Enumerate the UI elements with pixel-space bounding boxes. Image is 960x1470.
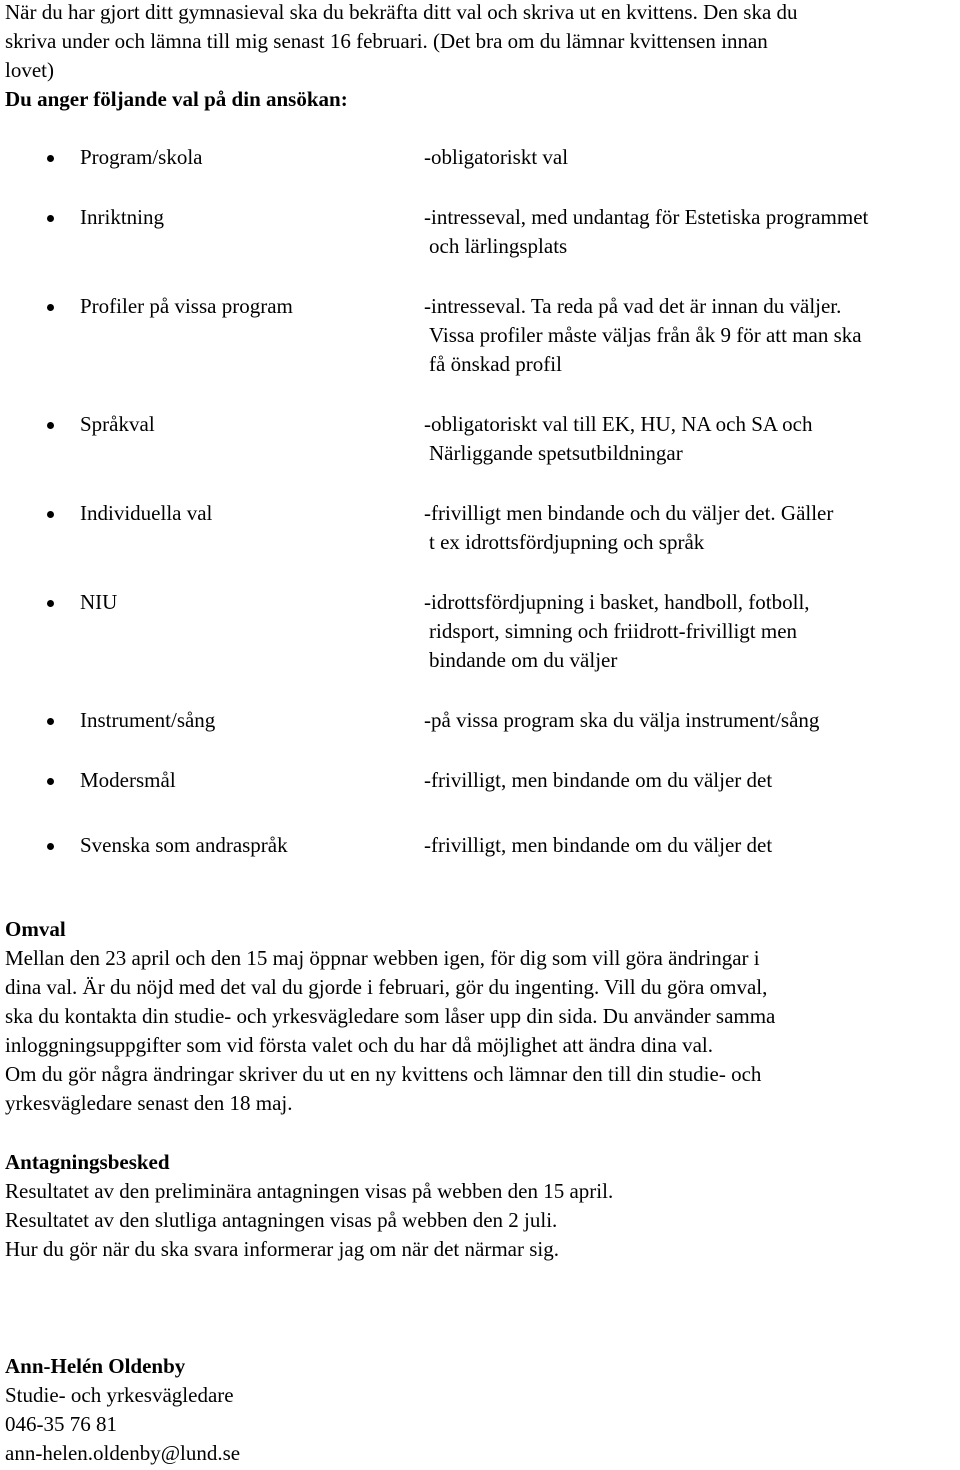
option-label: NIU [80, 590, 118, 614]
list-item [5, 588, 960, 675]
bullet-icon [47, 600, 54, 607]
bullet-icon [47, 304, 54, 311]
option-description: -intresseval. Ta reda på vad det är innan du väljer. Vissa profiler måste väljas från åk 9 för att man ska få önskad profil [424, 294, 862, 376]
omval-line: yrkesvägledare senast den 18 maj. [5, 1091, 293, 1115]
intro-line: När du har gjort ditt gymnasieval ska du bekräfta ditt val och skriva ut en kvittens. Den ska du [5, 0, 798, 24]
antagning-heading: Antagningsbesked [5, 1150, 170, 1174]
omval-line: Om du gör några ändringar skriver du ut en ny kvittens och lämnar den till din studie- och [5, 1062, 762, 1086]
option-label: Modersmål [80, 768, 176, 792]
option-description: -intresseval, med undantag för Estetiska programmet och lärlingsplats [424, 205, 869, 258]
omval-line: ska du kontakta din studie- och yrkesvägledare som låser upp din sida. Du använder samma [5, 1004, 776, 1028]
list-item [5, 831, 960, 860]
list-item [5, 292, 960, 379]
signature-title: Studie- och yrkesvägledare [5, 1383, 234, 1407]
list-item [5, 410, 960, 468]
intro-line: skriva under och lämna till mig senast 16 februari. (Det bra om du lämnar kvittensen innan [5, 29, 768, 53]
option-description: -obligatoriskt val [424, 145, 569, 169]
option-description: -på vissa program ska du välja instrument/sång [424, 708, 820, 732]
option-description: -frivilligt men bindande och du väljer det. Gäller t ex idrottsfördjupning och språk [424, 501, 834, 554]
list-item [5, 143, 960, 172]
option-label: Program/skola [80, 145, 203, 169]
antagning-line: Hur du gör när du ska svara informerar jag om när det närmar sig. [5, 1237, 559, 1261]
option-label: Svenska som andraspråk [80, 833, 288, 857]
list-item [5, 706, 960, 735]
list-item [5, 203, 960, 261]
omval-section [5, 915, 955, 1118]
bullet-icon [47, 422, 54, 429]
bullet-icon [47, 511, 54, 518]
antagning-line: Resultatet av den slutliga antagningen visas på webben den 2 juli. [5, 1208, 558, 1232]
signature-email[interactable]: ann-helen.oldenby@lund.se [5, 1441, 241, 1465]
bullet-icon [47, 843, 54, 850]
omval-heading: Omval [5, 917, 66, 941]
omval-line: inloggningsuppgifter som vid första valet och du har då möjlighet att ändra dina val. [5, 1033, 714, 1057]
option-label: Instrument/sång [80, 708, 216, 732]
option-label: Profiler på vissa program [80, 294, 293, 318]
intro-paragraph [5, 0, 955, 114]
option-label: Inriktning [80, 205, 164, 229]
option-description: -frivilligt, men bindande om du väljer det [424, 768, 773, 792]
antagning-line: Resultatet av den preliminära antagningen visas på webben den 15 april. [5, 1179, 614, 1203]
bullet-icon [47, 215, 54, 222]
signature-phone: 046-35 76 81 [5, 1412, 117, 1436]
option-description: -idrottsfördjupning i basket, handboll, fotboll, ridsport, simning och friidrott-frivilligt men bindande om du väljer [424, 590, 810, 672]
list-item [5, 499, 960, 557]
option-label: Individuella val [80, 501, 213, 525]
omval-line: dina val. Är du nöjd med det val du gjorde i februari, gör du ingenting. Vill du göra omval, [5, 975, 768, 999]
option-description: -obligatoriskt val till EK, HU, NA och SA och Närliggande spetsutbildningar [424, 412, 813, 465]
bullet-icon [47, 718, 54, 725]
signature-block [5, 1352, 955, 1468]
intro-line: lovet) [5, 58, 54, 82]
bullet-icon [47, 778, 54, 785]
option-description: -frivilligt, men bindande om du väljer det [424, 833, 773, 857]
bullet-icon [47, 155, 54, 162]
omval-line: Mellan den 23 april och den 15 maj öppnar webben igen, för dig som vill göra ändringar i [5, 946, 760, 970]
option-label: Språkval [80, 412, 155, 436]
choices-heading: Du anger följande val på din ansökan: [5, 87, 348, 111]
signature-name: Ann-Helén Oldenby [5, 1354, 186, 1378]
antagning-section [5, 1148, 955, 1264]
list-item [5, 766, 960, 795]
